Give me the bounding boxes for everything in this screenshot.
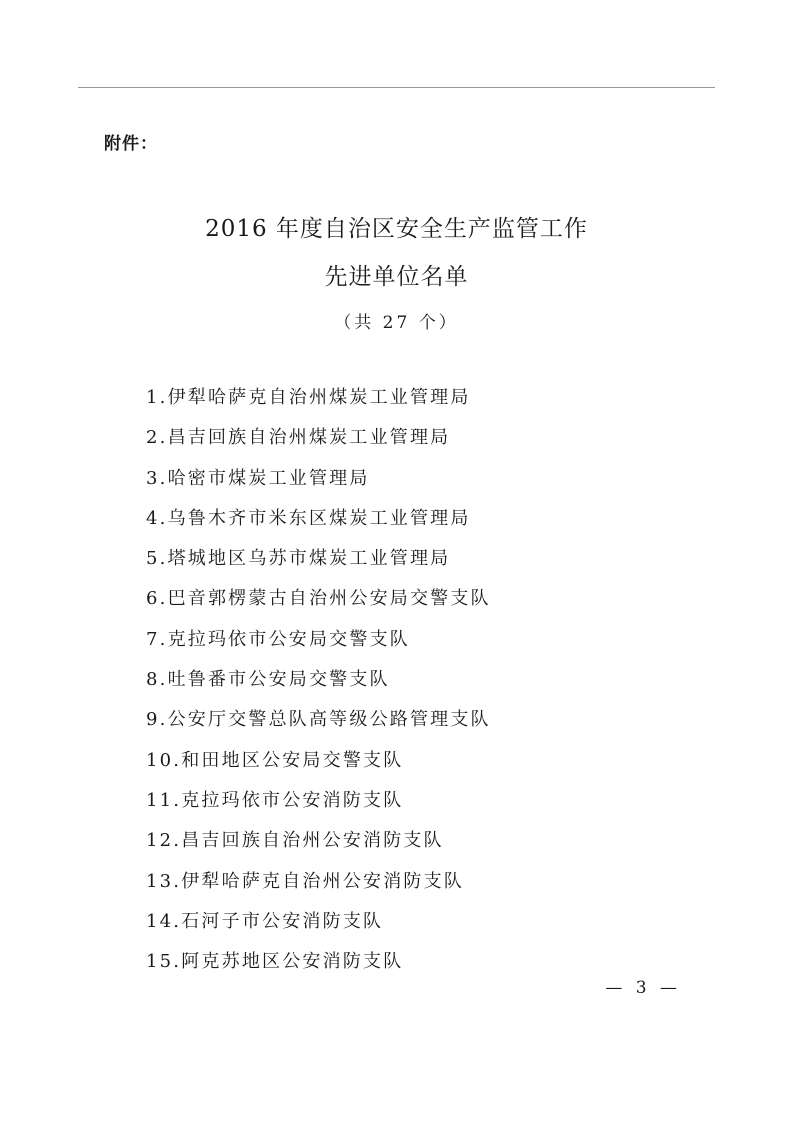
page-number: — 3 —: [605, 978, 681, 998]
list-item: 1.伊犁哈萨克自治州煤炭工业管理局: [146, 387, 471, 408]
list-item: 6.巴音郭楞蒙古自治州公安局交警支队: [146, 588, 491, 610]
list-item: 2.昌吉回族自治州煤炭工业管理局: [146, 427, 451, 449]
list-item: 4.乌鲁木齐市米东区煤炭工业管理局: [146, 507, 471, 529]
list-item: 15.阿克苏地区公安消防支队: [146, 951, 404, 973]
list-item: 9.公安厅交警总队高等级公路管理支队: [146, 709, 491, 731]
list-item: 11.克拉玛依市公安消防支队: [146, 789, 404, 811]
advanced-units-list: [146, 382, 491, 986]
document-title-line-2: 先进单位名单: [324, 264, 469, 290]
list-item: 10.和田地区公安局交警支队: [146, 749, 404, 771]
list-item: 14.石河子市公安消防支队: [146, 910, 384, 932]
list-item: 12.昌吉回族自治州公安消防支队: [146, 830, 444, 852]
list-item: 8.吐鲁番市公安局交警支队: [146, 669, 390, 691]
list-item: 5.塔城地区乌苏市煤炭工业管理局: [146, 548, 451, 570]
unit-count: （共 27 个）: [334, 313, 459, 333]
list-item: 7.克拉玛依市公安局交警支队: [146, 628, 410, 650]
attachment-label: 附件：: [104, 134, 158, 154]
list-item: 3.哈密市煤炭工业管理局: [146, 467, 370, 489]
header-rule: [78, 87, 715, 88]
list-item: 13.伊犁哈萨克自治州公安消防支队: [146, 870, 465, 892]
document-title-line-1: 2016 年度自治区安全生产监管工作: [205, 216, 588, 242]
